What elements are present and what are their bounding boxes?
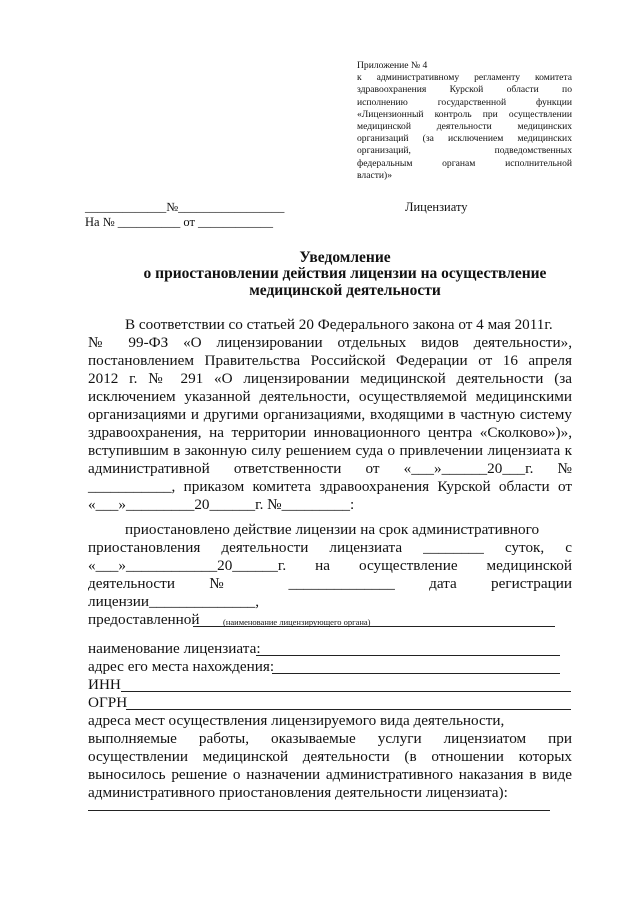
paragraph-line: постановлением Правительства Российской Федерации от 16 апреля (88, 352, 572, 369)
activity-places-label: адреса мест осуществления лицензируемого вида деятельности, (88, 712, 505, 729)
paragraph-line: деятельности № ______________ дата регистрации (88, 575, 572, 592)
document-subtitle: медицинской деятельности (249, 282, 441, 299)
document-subtitle: о приостановлении действия лицензии на осуществление (143, 265, 547, 282)
ogrn-label: ОГРН (88, 694, 128, 711)
addressee: Лицензиату (405, 200, 468, 214)
paragraph-line: вступившим в законную силу решением суда о привлечении лицензиата к (88, 442, 572, 459)
inn-line (121, 691, 571, 692)
appendix-line: организаций, подведомственных (357, 145, 572, 157)
appendix-line: исполнению государственной функции (357, 96, 572, 108)
licensee-address-line (272, 673, 560, 674)
licensing-authority-caption: (наименование лицензирующего органа) (223, 617, 371, 627)
paragraph-line: В соответствии со статьей 20 Федерального закона от 4 мая 2011г. (125, 316, 553, 333)
licensee-address-label: адрес его места нахождения: (88, 658, 275, 675)
reference-number: На № __________ от ____________ (85, 215, 274, 229)
paragraph-line: здравоохранения, на территории инновационного центра «Сколково»)», (88, 424, 572, 441)
inn-label: ИНН (88, 676, 121, 693)
works-line: административного приостановления деятельности лицензиата): (88, 784, 508, 801)
outgoing-number: _____________№_________________ (85, 200, 285, 214)
appendix-line: медицинской деятельности медицинских (357, 121, 572, 133)
paragraph-line: административной ответственности от «___»______20___г. № (88, 460, 572, 477)
works-answer-line (88, 810, 550, 811)
works-line: выносилось решение о назначении административного наказания в виде (88, 766, 572, 783)
paragraph-line: лицензии______________, (88, 593, 260, 610)
paragraph-line: исключением указанной деятельности, осуществляемой медицинскими (88, 388, 572, 405)
appendix-line: власти)» (357, 169, 393, 181)
appendix-line: здравоохранения Курской области по (357, 84, 572, 96)
works-line: выполняемые работы, оказываемые услуги лицензиатом при (88, 730, 572, 747)
appendix-line: «Лицензионный контроль при осуществлении (357, 108, 572, 120)
appendix-line: организаций (за исключением медицинских (357, 133, 572, 145)
paragraph-line: приостановления деятельности лицензиата ________ суток, с (88, 539, 572, 556)
paragraph-line: «___»____________20______г. на осуществление медицинской (88, 557, 572, 574)
paragraph-line: № 99-ФЗ «О лицензировании отдельных видов деятельности», (88, 334, 572, 351)
appendix-line: федеральным органам исполнительной (357, 157, 572, 169)
appendix-line: к административному регламенту комитета (357, 72, 572, 84)
paragraph-line: «___»_________20______г. №_________: (88, 496, 355, 513)
paragraph-line: 2012 г. № 291 «О лицензировании медицинской деятельности (за (88, 370, 572, 387)
licensee-name-line (256, 655, 560, 656)
document-title: Уведомление (299, 249, 391, 266)
paragraph-line: ___________, приказом комитета здравоохранения Курской области от (88, 478, 572, 495)
works-line: осуществлении медицинской деятельности (в отношении которых (88, 748, 572, 765)
appendix-line: Приложение № 4 (357, 60, 428, 71)
appendix-block (357, 60, 572, 182)
provided-by-label: предоставленной (88, 611, 200, 628)
licensee-name-label: наименование лицензиата: (88, 640, 261, 657)
paragraph-line: организациями и другими организациями, входящими в частную систему (88, 406, 572, 423)
paragraph-line: приостановлено действие лицензии на срок административного (125, 521, 540, 538)
ogrn-line (126, 709, 571, 710)
